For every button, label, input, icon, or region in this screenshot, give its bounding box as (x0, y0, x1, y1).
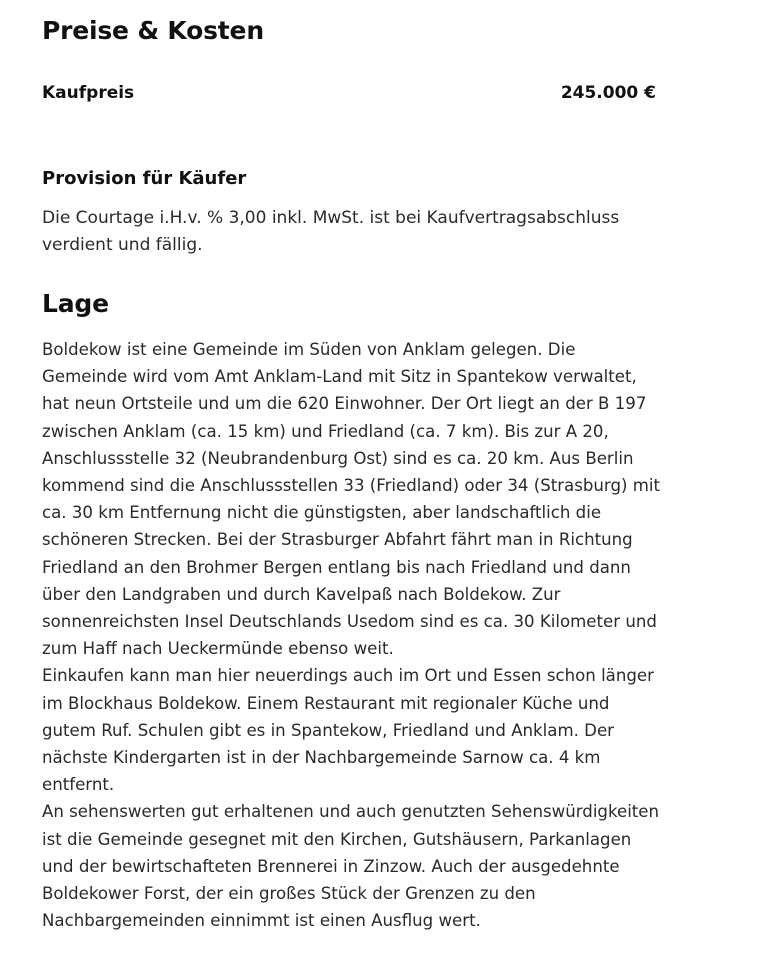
lage-description: Boldekow ist eine Gemeinde im Süden von Anklam gelegen. Die Gemeinde wird vom Amt Anklam-Land mit Sitz in Spantekow verwaltet, hat neun Ortsteile und um die 620 Einwohner. Der Ort liegt an der B 197 zwischen Anklam (ca. 15 km) und Friedland (ca. 7 km). Bis zur A 20, Anschlussstelle 32 (Neubrandenburg Ost) sind es ca. 20 km. Aus Berlin kommend sind die Anschlussstellen 33 (Friedland) oder 34 (Strasburg) mit ca. 30 km Entfernung nicht die günstigsten, aber landschaftlich die schöneren Strecken. Bei der Strasburger Abfahrt fährt man in Richtung Friedland an den Brohmer Bergen entlang bis nach Friedland und dann über den Landgraben und durch Kavelpaß nach Boldekow. Zur sonnenreichsten Insel Deutschlands Usedom sind es ca. 30 Kilometer und zum Haff nach Ueckermünde ebenso weit. Einkaufen kann man hier neuerdings auch im Ort und Essen schon länger im Blockhaus Boldekow. Einem Restaurant mit regionaler Küche und gutem Ruf. Schulen gibt es in Spantekow, Friedland und Anklam. Der nächste Kindergarten ist in der Nachbargemeinde Sarnow ca. 4 km entfernt. An sehenswerten gut erhaltenen und auch genutzten Sehenswürdigkeiten ist die Gemeinde gesegnet mit den Kirchen, Gutshäusern, Parkanlagen und der bewirtschafteten Brennerei in Zinzow. Auch der ausgedehnte Boldekower Forst, der ein großes Stück der Grenzen zu den Nachbargemeinden einnimmt ist einen Ausflug wert. (42, 340, 661, 931)
price-row (42, 83, 656, 103)
section-title-lage: Lage (42, 289, 109, 318)
provision-text: Die Courtage i.H.v. % 3,00 inkl. MwSt. ist bei Kaufvertragsabschluss verdient und fällig. (42, 208, 620, 255)
provision-title: Provision für Käufer (42, 168, 247, 189)
kaufpreis-value: 245.000 € (560, 83, 656, 103)
section-title-preise: Preise & Kosten (42, 16, 264, 45)
kaufpreis-label: Kaufpreis (42, 83, 135, 103)
